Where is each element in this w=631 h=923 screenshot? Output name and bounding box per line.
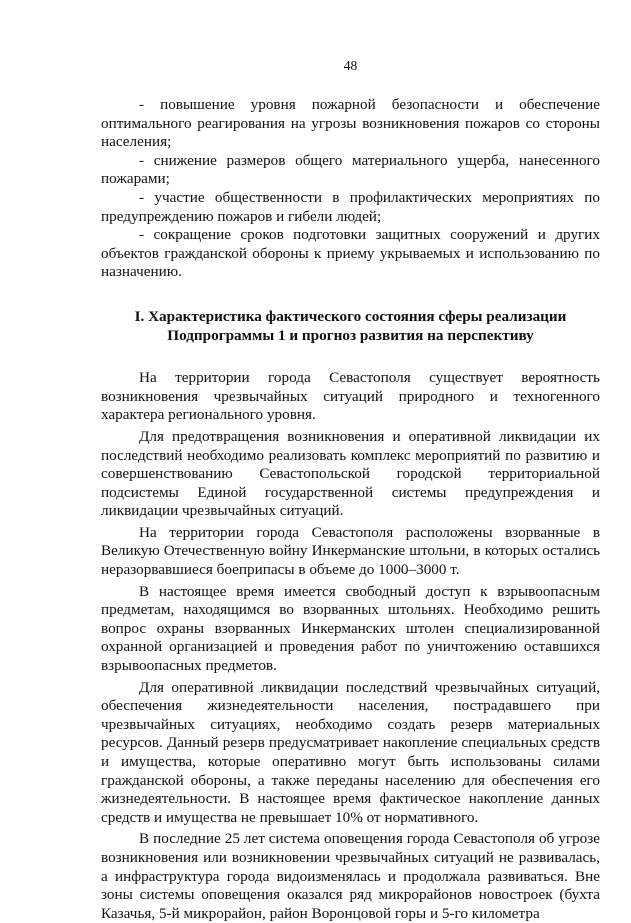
bullet-item: - повышение уровня пожарной безопасности и обеспечение оптимального реагирования на угрозы возникновения пожаров со стороны населения; [101, 96, 600, 151]
paragraph: Для предотвращения возникновения и оперативной ликвидации их последствий необходимо реализовать комплекс мероприятий по развитию и совершенствованию Севастопольской городской территориальной подсистемы Единой государственной системы предупреждения и ликвидации чрезвычайных ситуаций. [101, 427, 600, 520]
paragraph: В настоящее время имеется свободный доступ к взрывоопасным предметам, находящимся во взорванных штольнях. Необходимо решить вопрос охраны взорванных Инкерманских штолен специализированной охранной организацией и проведения работ по уничтожению оставшихся взрывоопасных предметов. [101, 582, 600, 675]
section-heading-line-2: Подпрограммы 1 и прогноз развития на перспективу [167, 326, 534, 344]
bullet-item: - участие общественности в профилактических мероприятиях по предупреждению пожаров и гибели людей; [101, 188, 600, 225]
paragraph: На территории города Севастополя существует вероятность возникновения чрезвычайных ситуаций природного и техногенного характера регионального уровня. [101, 369, 600, 424]
paragraph: В последние 25 лет система оповещения города Севастополя об угрозе возникновения или возникновении чрезвычайных ситуаций не развивалась, а инфраструктура города видоизменялась и продолжала развиваться. Вне зоны системы оповещения оказался ряд микрорайонов новостроек (бухта Казачья, 5-й микрорайон, район Воронцовой горы и 5-го километра [101, 830, 600, 922]
section-heading-line-1: I. Характеристика фактического состояния сферы реализации [134, 307, 567, 325]
section-heading [101, 308, 600, 345]
bullet-item: - сокращение сроков подготовки защитных сооружений и других объектов гражданской обороны к приему укрываемых и использованию по назначению. [101, 226, 600, 281]
bullet-item: - снижение размеров общего материального ущерба, нанесенного пожарами; [101, 151, 600, 188]
bullet-list [101, 96, 600, 282]
body-text [101, 369, 600, 923]
page-number: 48 [343, 58, 358, 73]
paragraph: Для оперативной ликвидации последствий чрезвычайных ситуаций, обеспечения жизнедеятельности населения, пострадавшего при чрезвычайных ситуациях, необходимо создать резерв материальных ресурсов. Данный резерв предусматривает накопление специальных средств и имущества, которые оперативно могут быть использованы силами гражданской обороны, а также переданы населению для обеспечения его жизнедеятельности. В настоящее время фактическое накопление данных средств и имущества не превышает 10% от нормативного. [101, 678, 600, 826]
paragraph: На территории города Севастополя расположены взорванные в Великую Отечественную войну Инкерманские штольни, в которых остались неразорвавшиеся боеприпасы в объеме до 1000–3000 т. [101, 523, 600, 579]
